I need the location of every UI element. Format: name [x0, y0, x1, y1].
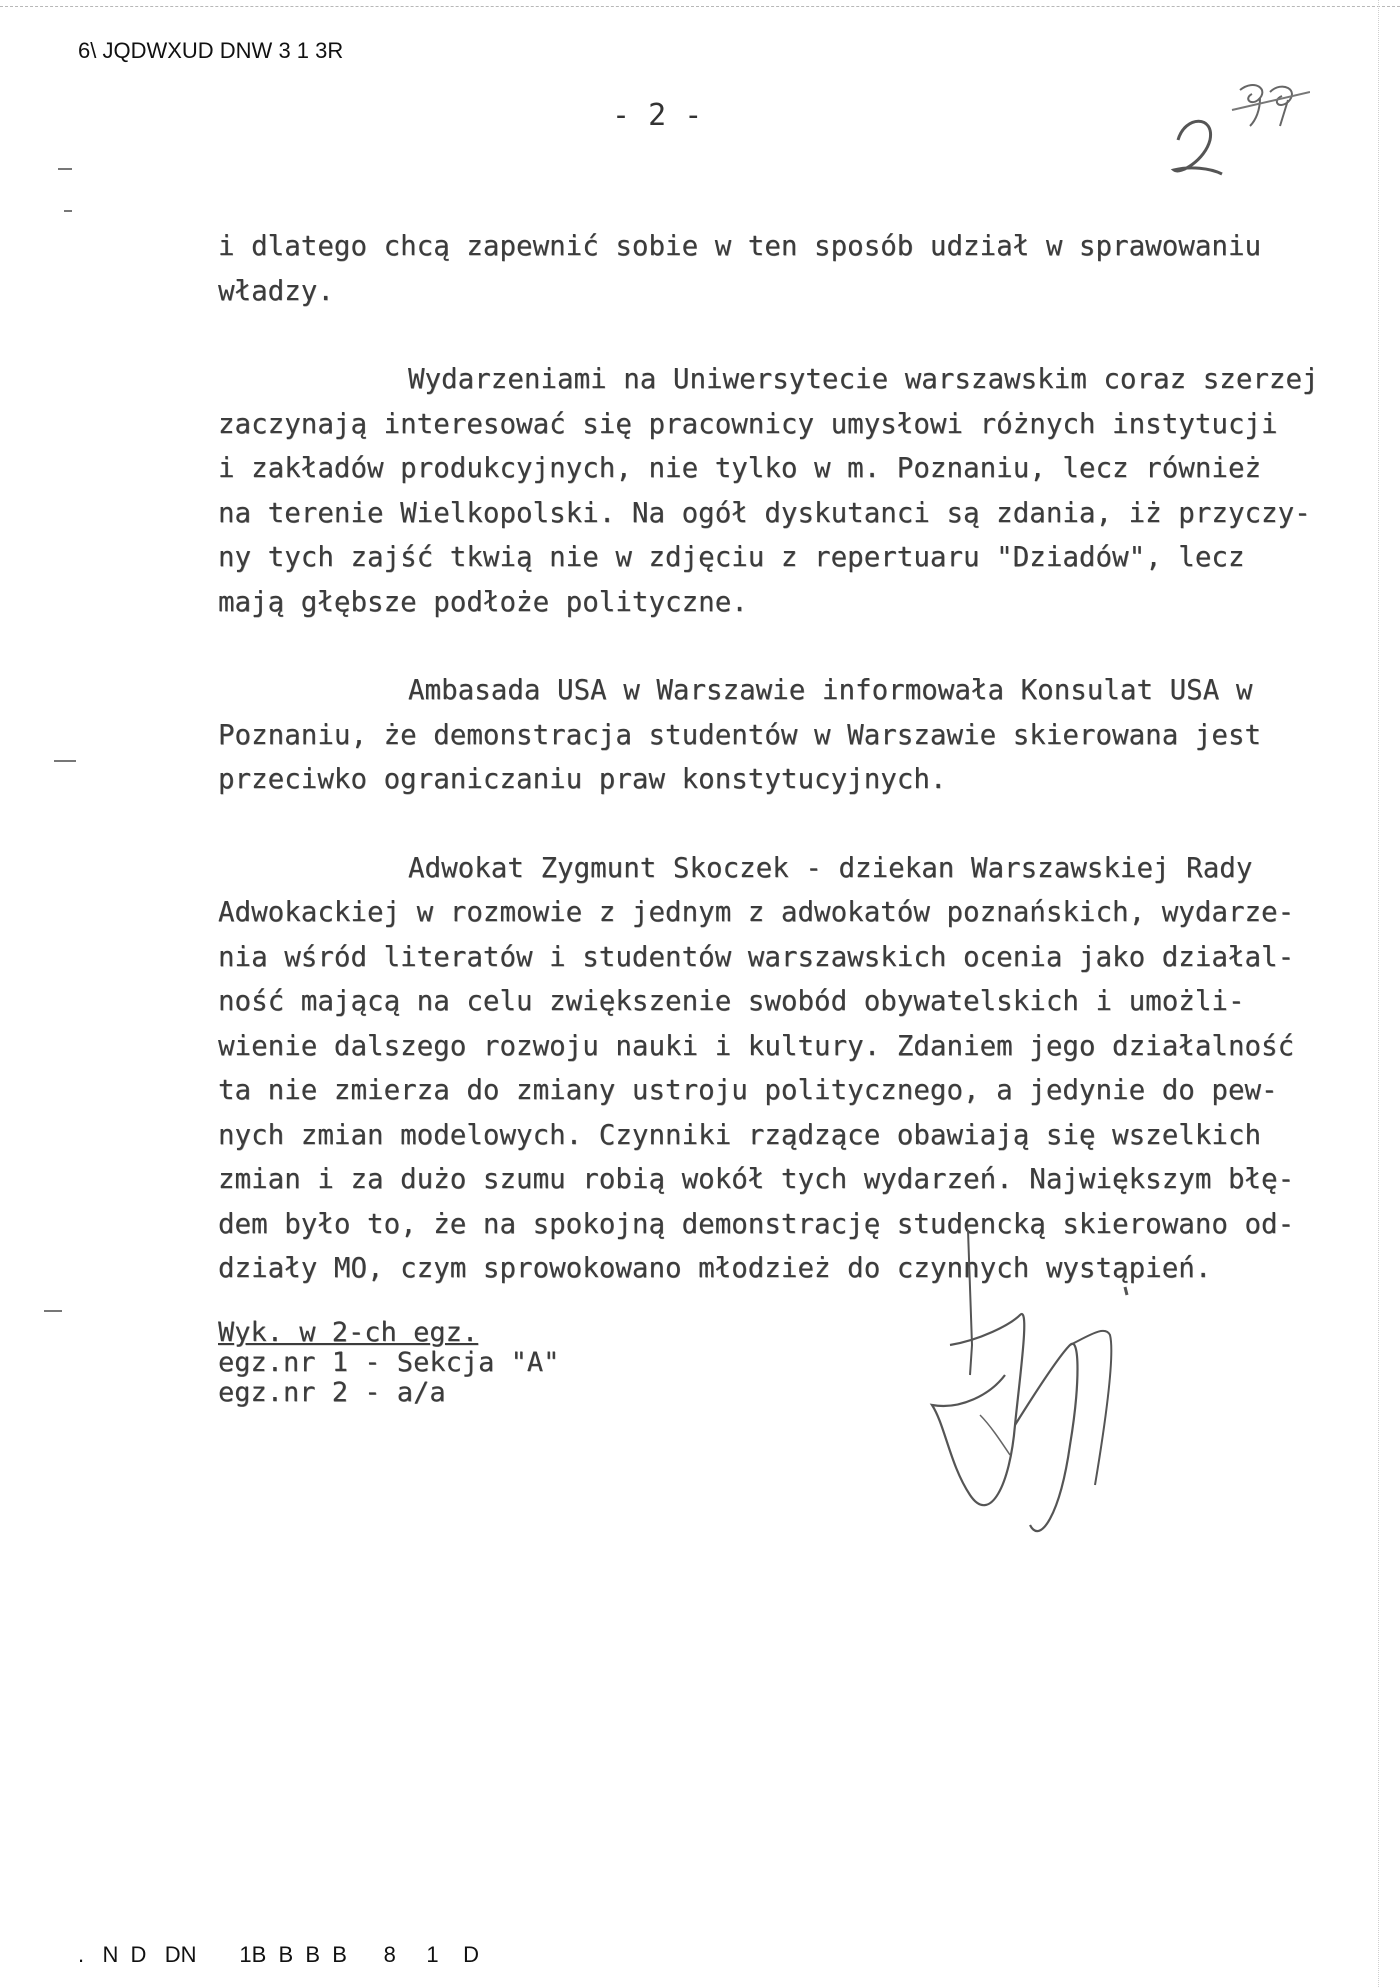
handwritten-folio-number — [1160, 70, 1310, 180]
paragraph-4 — [218, 846, 1358, 1291]
text-line: zaczynają interesować się pracownicy umysłowi różnych instytucji — [218, 407, 1278, 440]
text-line: nych zmian modelowych. Czynniki rządzące obawiają się wszelkich — [218, 1118, 1262, 1151]
copy-1-recipient: egz.nr 1 - Sekcja "A" — [218, 1347, 560, 1378]
page-number: - 2 - — [612, 98, 703, 133]
text-line: władzy. — [218, 274, 334, 307]
paragraph-2 — [218, 357, 1358, 624]
copies-title: Wyk. w 2-ch egz. — [218, 1317, 479, 1348]
folio-text: 2 — [1160, 70, 1161, 71]
text-line: na terenie Wielkopolski. Na ogół dyskutanci są zdania, iż przyczy- — [218, 496, 1311, 529]
text-line: wienie dalszego rozwoju nauki i kultury. Zdaniem jego działalność — [218, 1029, 1295, 1062]
text-line: ność mającą na celu zwiększenie swobód obywatelskich i umożli- — [218, 985, 1245, 1017]
margin-mark — [58, 168, 72, 170]
archive-signature-code: 6\ JQDWXUD DNW 3 1 3R — [78, 38, 344, 63]
paragraph-3 — [218, 668, 1358, 802]
text-line: mają głębsze podłoże polityczne. — [218, 585, 748, 618]
text-line: Adwokackiej w rozmowie z jednym z adwokatów poznańskich, wydarze- — [218, 896, 1295, 928]
archive-footer-code: . N D DN 1B B B B 8 1 D — [78, 1942, 479, 1967]
text-line: i zakładów produkcyjnych, nie tylko w m. Poznaniu, lecz również — [218, 452, 1262, 484]
scan-edge-right — [1378, 0, 1380, 1987]
handwritten-signature — [920, 1225, 1170, 1605]
margin-mark — [54, 760, 76, 762]
text-line: ny tych zajść tkwią nie w zdjęciu z repertuaru "Dziadów", lecz — [218, 541, 1245, 573]
text-line: Ambasada USA w Warszawie informowała Konsulat USA w — [408, 674, 1253, 706]
scan-edge-top — [0, 6, 1400, 9]
text-line: Adwokat Zygmunt Skoczek - dziekan Warszawskiej Rady — [408, 851, 1253, 884]
copy-2-recipient: egz.nr 2 - a/a — [218, 1377, 446, 1408]
paragraph-1 — [218, 224, 1358, 313]
text-line: działy MO, czym sprowokowano młodzież do czynnych wystąpień. — [218, 1252, 1212, 1284]
text-line: Wydarzeniami na Uniwersytecie warszawskim coraz szerzej — [408, 363, 1319, 395]
text-line: dem było to, że na spokojną demonstrację studencką skierowano od- — [218, 1207, 1295, 1240]
text-line: przeciwko ograniczaniu praw konstytucyjnych. — [218, 763, 947, 795]
report-body — [218, 224, 1358, 1291]
text-line: Poznaniu, że demonstracja studentów w Warszawie skierowana jest — [218, 718, 1262, 751]
distribution-note — [218, 1318, 559, 1408]
text-line: nia wśród literatów i studentów warszawskich ocenia jako działal- — [218, 940, 1295, 973]
text-line: ta nie zmierza do zmiany ustroju politycznego, a jedynie do pew- — [218, 1074, 1278, 1106]
text-line: zmian i za dużo szumu robią wokół tych wydarzeń. Największym błę- — [218, 1163, 1295, 1195]
margin-mark — [44, 1310, 62, 1312]
margin-mark — [64, 210, 72, 212]
text-line: i dlatego chcą zapewnić sobie w ten sposób udział w sprawowaniu — [218, 230, 1262, 262]
